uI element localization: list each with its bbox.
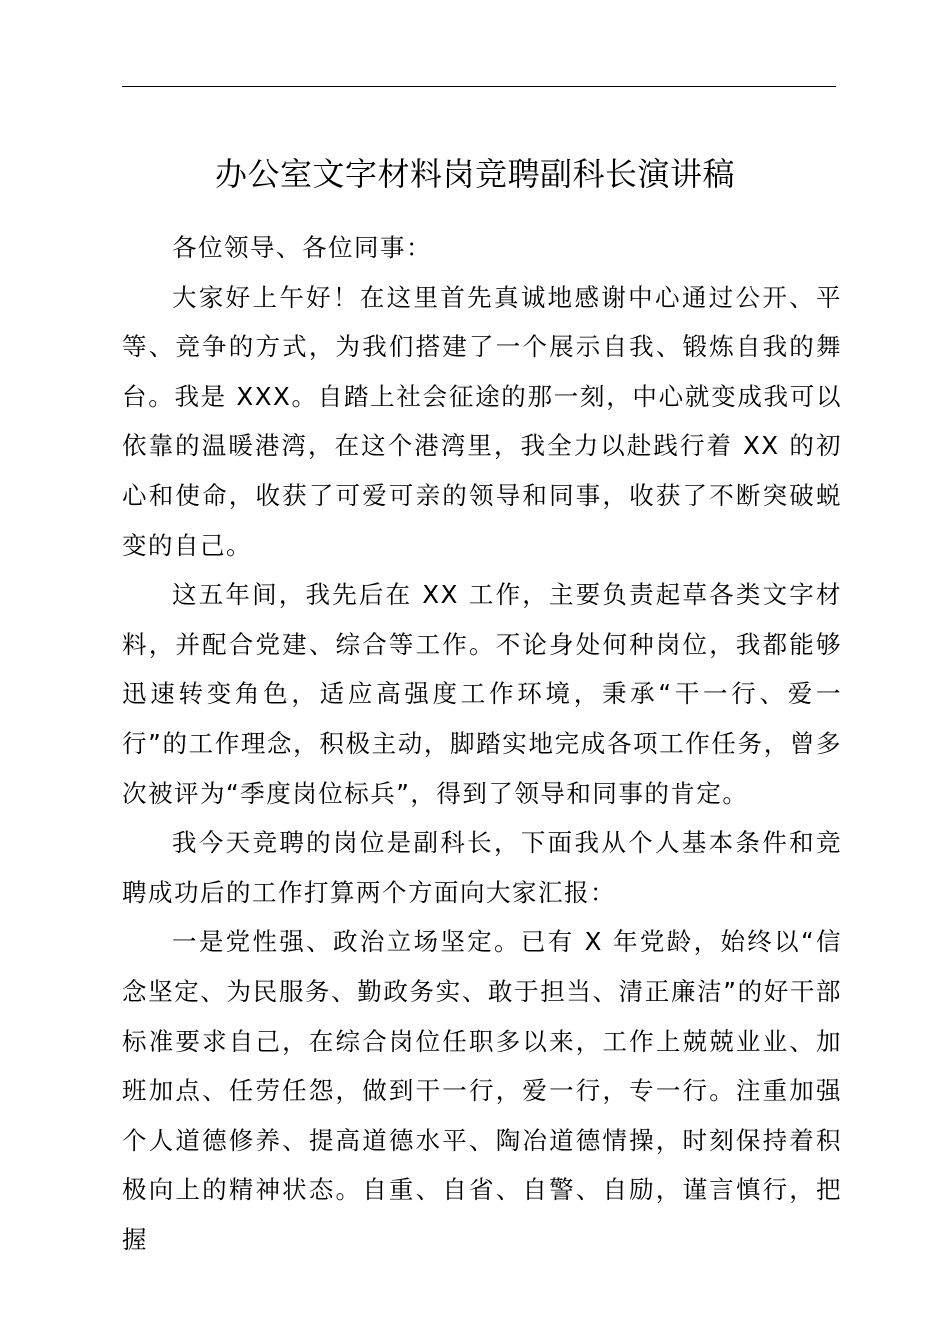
greeting: 各位领导、各位同事： (172, 233, 432, 262)
paragraph-experience: 这五年间，我先后在 XX 工作，主要负责起草各类文字材料，并配合党建、综合等工作。不论身处何种岗位，我都能够迅速转变角色，适应高强度工作环境，秉承“干一行、爱一行”的工作理念，积极主动，脚踏实地完成各项工作任务，曾多次被评为“季度岗位标兵”，得到了领导和同事的肯定。 (122, 580, 842, 808)
header-rule (122, 86, 836, 87)
paragraph-point-one: 一是党性强、政治立场坚定。已有 X 年党龄，始终以“信念坚定、为民服务、勤政务实、敢于担当、清正廉洁”的好干部标准要求自己，在综合岗位任职多以来，工作上兢兢业业、加班加点、任劳任怨，做到干一行，爱一行，专一行。注重加强个人道德修养、提高道德水平、陶冶道德情操，时刻保持着积极向上的精神状态。自重、自省、自警、自励，谨言慎行，把握 (122, 927, 842, 1254)
paragraph-opening: 大家好上午好！在这里首先真诚地感谢中心通过公开、平等、竞争的方式，为我们搭建了一个展示自我、锻炼自我的舞台。我是 XXX。自踏上社会征途的那一刻，中心就变成我可以依靠的温暖港湾，在这个港湾里，我全力以赴践行着 XX 的初心和使命，收获了可爱可亲的领导和同事，收获了不断突破蜕变的自己。 (122, 282, 842, 560)
paragraph-intro: 我今天竞聘的岗位是副科长，下面我从个人基本条件和竞聘成功后的工作打算两个方面向大家汇报： (122, 828, 842, 907)
document-title: 办公室文字材料岗竞聘副科长演讲稿 (214, 155, 735, 193)
document-body (122, 223, 842, 1264)
